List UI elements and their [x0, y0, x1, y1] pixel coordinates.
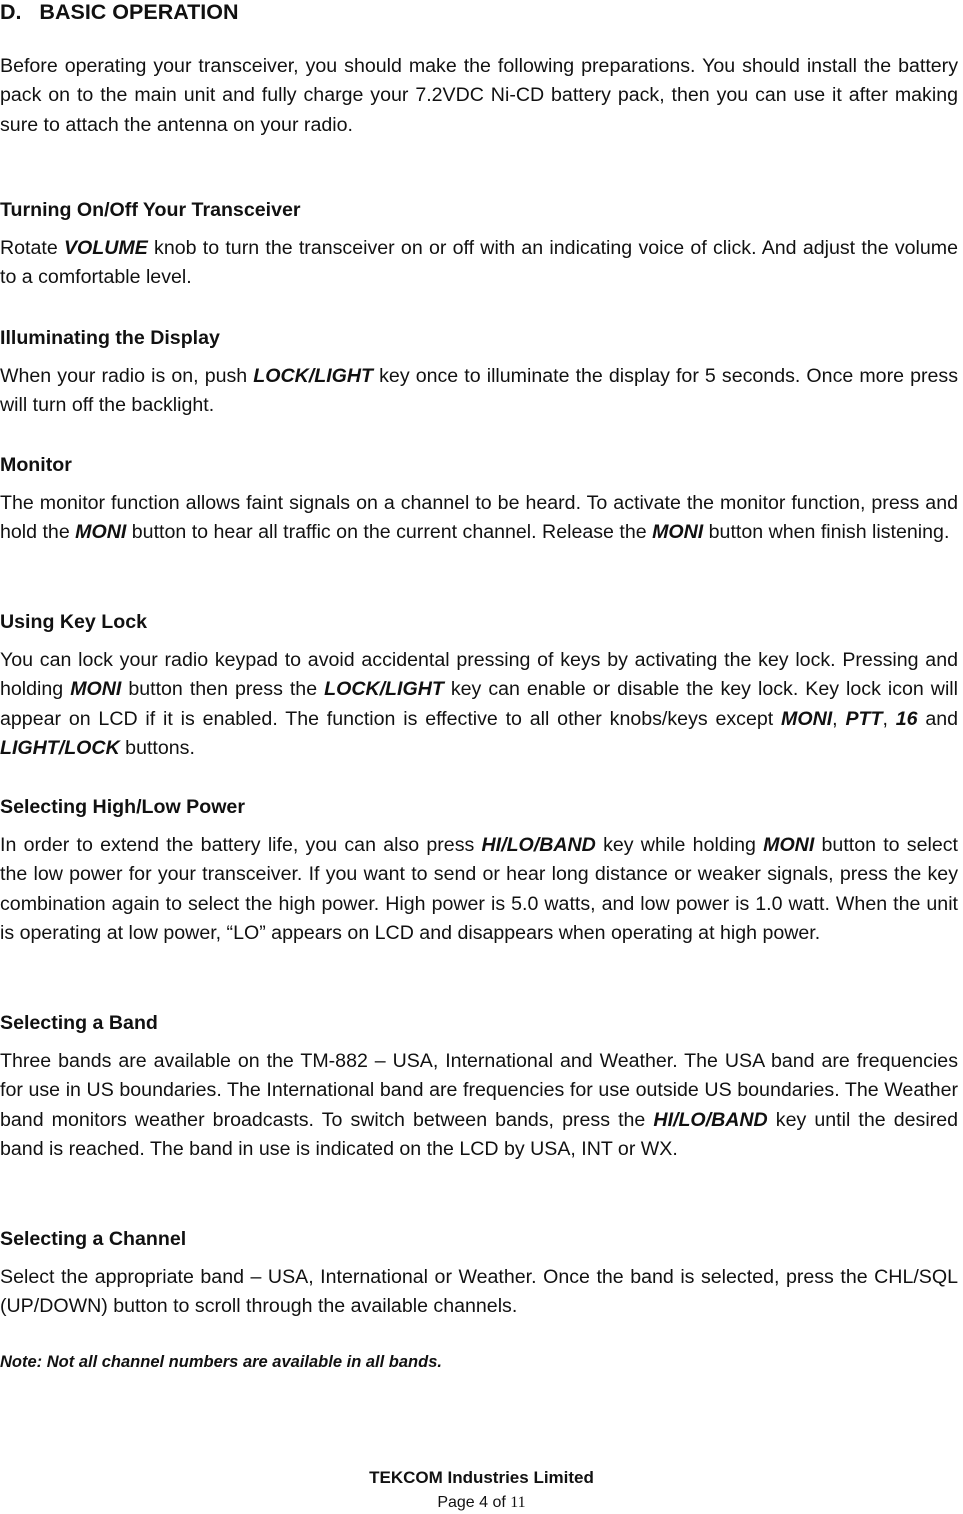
text-run: button to hear all traffic on the current channel. Release the: [126, 521, 653, 544]
key-lock-paragraph: [0, 646, 958, 763]
key-ptt: PTT: [845, 707, 883, 730]
text-run: key can enable or disable the key lock. Key lock icon will appear on LCD if it is enabled. The function is effective to all other knobs/keys except: [0, 678, 959, 730]
text-run: ,: [832, 707, 846, 730]
band-paragraph: [0, 1047, 958, 1164]
footer-company: TEKCOM Industries Limited: [369, 1468, 594, 1487]
high-low-power-paragraph: [0, 831, 958, 948]
text-run: knob to turn the transceiver on or off with an indicating voice of click. And adjust the volume to a comfortable level.: [0, 237, 958, 289]
text-run: button to select the low power for your transceiver. If you want to send or hear long distance or weaker signals, press the key combination again to select the high power. High power is 5.0 watts, and low power is 1.0 watt. When the unit is operating at low power, “LO” appears on LCD and disappears when operating at high power.: [0, 834, 958, 944]
key-volume: VOLUME: [63, 237, 148, 259]
text-run: key until the desired band is reached. The band in use is indicated on the LCD by USA, INT or WX.: [0, 1108, 958, 1160]
key-16: 16: [895, 707, 918, 730]
key-light-lock: LIGHT/LOCK: [0, 736, 120, 759]
key-moni: MONI: [652, 521, 704, 544]
key-moni: MONI: [70, 678, 122, 701]
text-run: buttons.: [119, 736, 195, 759]
key-moni: MONI: [781, 707, 833, 730]
intro-paragraph: Before operating your transceiver, you should make the following preparations. You should install the battery pack on to the main unit and fully charge your 7.2VDC Ni-CD battery pack, then you can use it after making sure to attach the antenna on your radio.: [0, 55, 958, 136]
heading-power: Turning On/Off Your Transceiver: [0, 199, 301, 221]
text-run: button when finish listening.: [703, 521, 950, 544]
heading-high-low-power: Selecting High/Low Power: [0, 796, 245, 818]
text-run: key once to illuminate the display for 5 seconds. Once more press will turn off the backlight.: [0, 365, 958, 417]
key-moni: MONI: [75, 521, 127, 544]
note: Note: Not all channel numbers are available in all bands.: [0, 1353, 442, 1371]
key-lock-light: LOCK/LIGHT: [253, 365, 374, 387]
text-run: You can lock your radio keypad to avoid accidental pressing of keys by activating the key lock. Pressing and holding: [0, 649, 958, 701]
text-run: and: [917, 707, 959, 730]
channel-paragraph: Select the appropriate band – USA, International or Weather. Once the band is selected, press the CHL/SQL (UP/DOWN) button to scroll through the available channels.: [0, 1266, 958, 1318]
text-run: In order to extend the battery life, you can also press: [0, 834, 482, 856]
text-run: When your radio is on, push: [0, 365, 254, 387]
heading-channel: Selecting a Channel: [0, 1228, 187, 1250]
text-run: Three bands are available on the TM-882 – USA, International and Weather. The USA band are frequencies for use in US boundaries. The International band are frequencies for use outside US boundaries. The Weather band monitors weather broadcasts. To switch between bands, press the: [0, 1050, 958, 1131]
key-hi-lo-band: HI/LO/BAND: [481, 834, 596, 856]
page-total: 11: [510, 1494, 526, 1511]
heading-key-lock: Using Key Lock: [0, 611, 147, 633]
heading-monitor: Monitor: [0, 454, 72, 476]
page-prefix: Page 4 of: [437, 1494, 511, 1511]
heading-display: Illuminating the Display: [0, 327, 220, 349]
key-hi-lo-band: HI/LO/BAND: [653, 1108, 768, 1131]
display-paragraph: [0, 362, 958, 421]
text-run: Rotate: [0, 237, 64, 259]
footer-page-number: [0, 1493, 963, 1513]
key-lock-light: LOCK/LIGHT: [324, 678, 444, 701]
heading-band: Selecting a Band: [0, 1012, 158, 1034]
section-title: D. BASIC OPERATION: [0, 0, 239, 24]
key-moni: MONI: [763, 834, 815, 856]
text-run: The monitor function allows faint signals on a channel to be heard. To activate the monitor function, press and hold the: [0, 492, 958, 544]
text-run: key while holding: [595, 834, 764, 856]
power-paragraph: [0, 234, 958, 293]
monitor-paragraph: [0, 489, 958, 548]
text-run: button then press the: [121, 678, 325, 701]
text-run: ,: [882, 707, 896, 730]
